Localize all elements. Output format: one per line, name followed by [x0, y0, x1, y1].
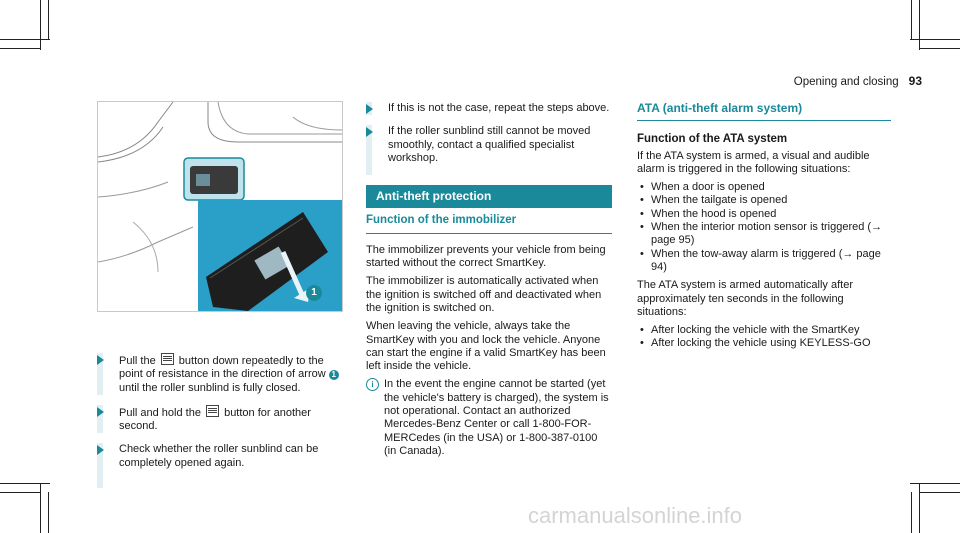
- list-item-text: When the tailgate is opened: [651, 194, 788, 207]
- list-item-text: When the interior motion sensor is triggered (→ page 95): [651, 221, 883, 247]
- list-item-text: After locking the vehicle using KEYLESS-GO: [651, 337, 871, 350]
- crop-mark: [919, 0, 920, 50]
- step-text-part: Pull and hold the: [119, 406, 205, 419]
- crop-mark: [920, 492, 960, 493]
- section-banner: Anti-theft protection: [366, 185, 612, 208]
- page-number: 93: [908, 74, 922, 88]
- paragraph: The ATA system is armed automatically after approximately ten seconds in the following situations:: [637, 279, 854, 318]
- crop-mark: [0, 483, 50, 484]
- step-text: If this is not the case, repeat the steps above.: [388, 102, 610, 114]
- bullet-icon: •: [640, 324, 644, 337]
- section-heading: ATA (anti-theft alarm system): [637, 102, 891, 121]
- section-title: Opening and closing: [793, 76, 899, 88]
- list-item: [637, 337, 891, 350]
- crop-mark: [920, 48, 960, 49]
- step-text-part: button for another second.: [119, 406, 311, 433]
- step-arrow-icon: [366, 104, 373, 114]
- crop-mark: [911, 0, 912, 40]
- step-text: Check whether the roller sunblind can be completely opened again.: [119, 443, 319, 469]
- paragraph: When leaving the vehicle, always take the SmartKey with you and lock the vehicle. Anyone can start the engine if a valid SmartKey has been left inside the vehicle.: [366, 320, 606, 373]
- crop-mark: [48, 0, 49, 40]
- crop-mark: [0, 492, 40, 493]
- bullet-icon: •: [640, 207, 644, 220]
- step-text: [119, 353, 345, 395]
- bullet-icon: •: [640, 337, 644, 350]
- crop-mark: [40, 0, 41, 50]
- step-item: [97, 443, 345, 488]
- step-item: [97, 353, 345, 395]
- paragraph: The immobilizer prevents your vehicle from being started without the correct SmartKey.: [366, 243, 606, 270]
- step-arrow-icon: [97, 355, 104, 365]
- list-item-text: After locking the vehicle with the SmartKey: [651, 324, 860, 337]
- list-item: [637, 324, 891, 337]
- middle-column: [366, 102, 612, 458]
- step-text-part: button down repeatedly to the point of resistance in the direction of arrow: [119, 355, 329, 381]
- subheading: Function of the immobilizer: [366, 214, 612, 233]
- bullet-icon: •: [640, 194, 644, 207]
- step-item: [97, 405, 345, 434]
- note-text: In the event the engine cannot be started (yet the vehicle's battery is charged), the system is not operational. Contact an authorized Mercedes-Benz Center or call 1-800-FOR-MERCedes (in the USA) or 1-800-387-0100 (in Canada).: [384, 378, 609, 457]
- step-arrow-icon: [366, 127, 373, 137]
- left-steps: [97, 353, 345, 498]
- list-item-text: When a door is opened: [651, 181, 765, 194]
- roller-sunblind-illustration: [97, 101, 343, 312]
- step-arrow-icon: [97, 445, 104, 455]
- right-column: [637, 102, 891, 356]
- subheading: Function of the ATA system: [637, 133, 788, 146]
- bullet-icon: •: [640, 181, 644, 194]
- roller-sunblind-button-icon: [161, 353, 174, 365]
- bullet-list: [637, 324, 891, 351]
- list-item: [637, 221, 891, 248]
- step-item: [366, 102, 612, 115]
- roller-sunblind-button-icon: [206, 405, 219, 417]
- step-text: If the roller sunblind still cannot be moved smoothly, contact a qualified specialist workshop.: [388, 125, 591, 164]
- crop-mark: [0, 48, 40, 49]
- step-arrow-icon: [97, 407, 104, 417]
- list-item: [637, 181, 891, 194]
- crop-mark: [48, 492, 49, 533]
- crop-mark: [40, 483, 41, 533]
- crop-mark: [910, 483, 960, 484]
- step-text-part: until the roller sunblind is fully closed.: [119, 381, 301, 394]
- crop-mark: [0, 39, 50, 40]
- list-item: [637, 248, 891, 275]
- callout-1-icon: 1: [329, 370, 339, 380]
- page-header: [794, 74, 922, 88]
- bullet-icon: •: [640, 247, 644, 260]
- list-item: [637, 208, 891, 221]
- callout-1: 1: [306, 285, 322, 301]
- crop-mark: [919, 483, 920, 533]
- crop-mark: [911, 492, 912, 533]
- crop-mark: [910, 39, 960, 40]
- list-item: [637, 194, 891, 207]
- bullet-icon: •: [640, 221, 644, 234]
- step-item: [366, 125, 612, 175]
- info-note: [366, 378, 612, 458]
- list-item-text: When the tow-away alarm is triggered (→ page 94): [651, 247, 881, 273]
- watermark: carmanualsonline.info: [528, 503, 743, 528]
- bullet-list: [637, 181, 891, 274]
- paragraph: If the ATA system is armed, a visual and audible alarm is triggered in the following situations:: [637, 149, 870, 175]
- info-icon: i: [366, 378, 379, 391]
- list-item-text: When the hood is opened: [651, 207, 777, 220]
- step-text-part: Pull the: [119, 355, 159, 367]
- illustration-drawing: [98, 102, 342, 311]
- paragraph: The immobilizer is automatically activated when the ignition is switched off and deactivated when the ignition is switched on.: [366, 275, 602, 314]
- step-text: [119, 405, 345, 434]
